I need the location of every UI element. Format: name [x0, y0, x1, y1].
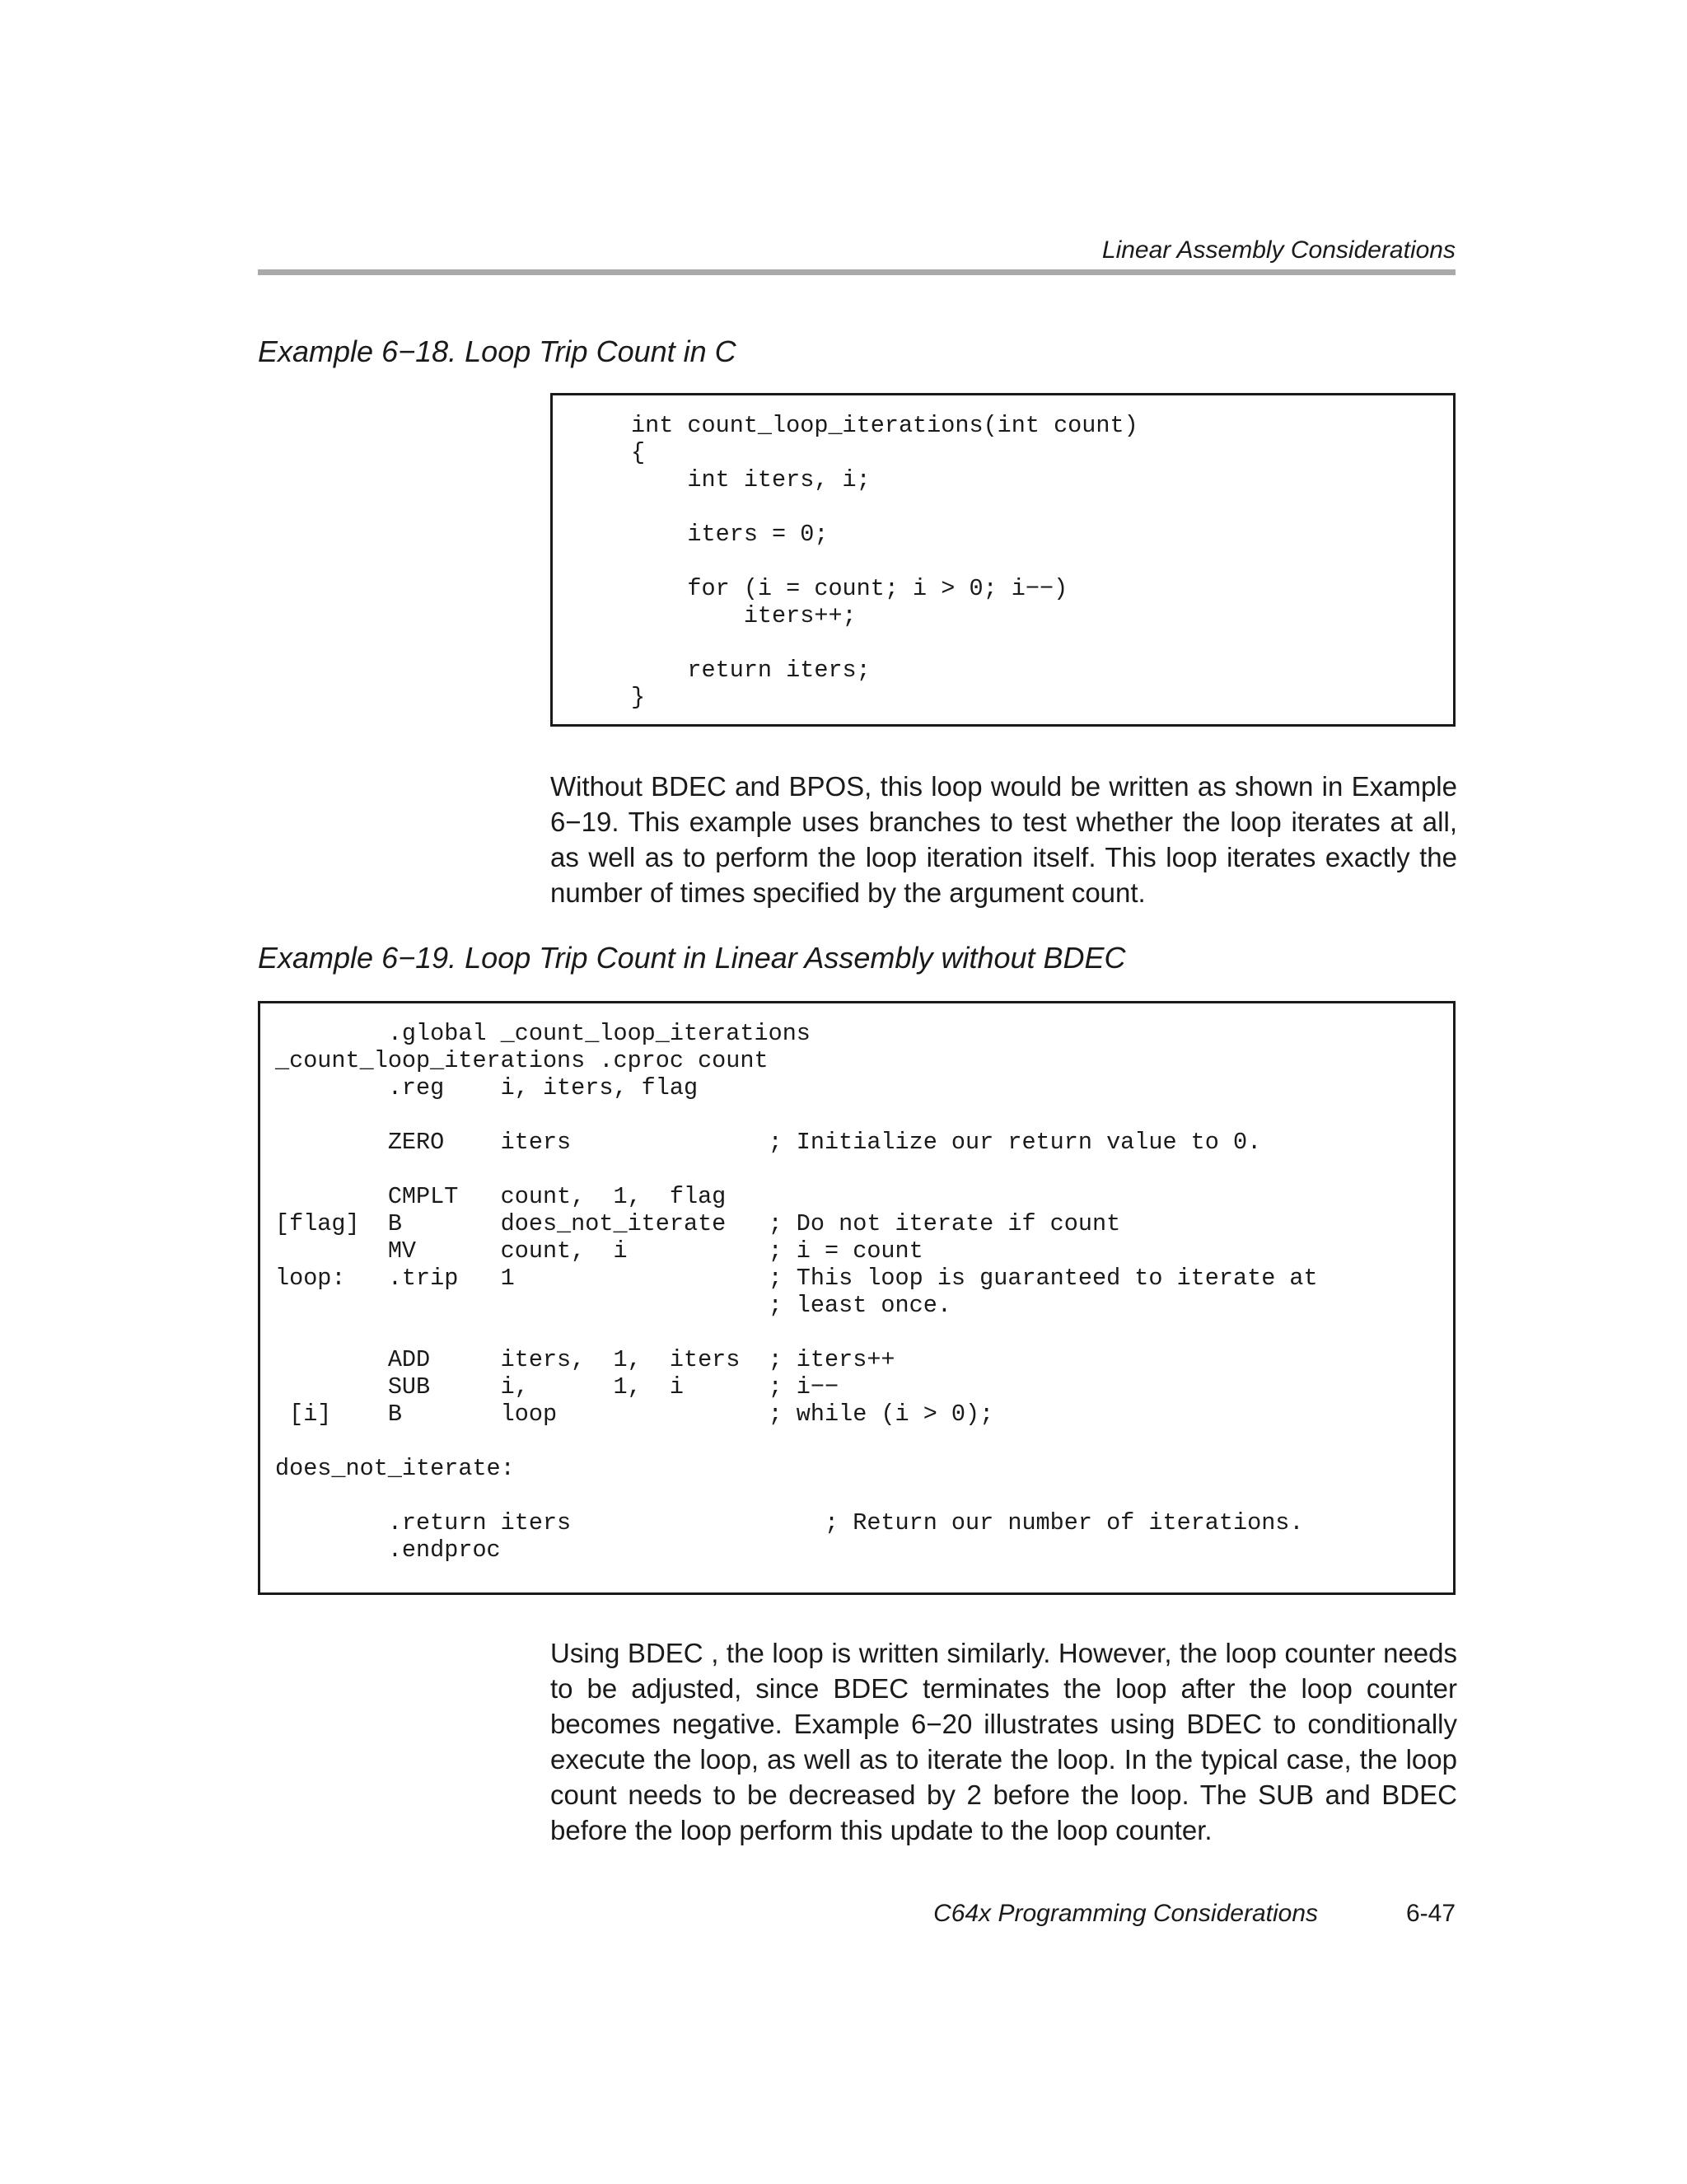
paragraph-without-bdec: Without BDEC and BPOS, this loop would be written as shown in Example 6−19. This example uses branches to test whether the loop iterates at all, as well as to perform the loop iteration itself. This loop iterates exactly the number of times specified by the argument count. — [550, 771, 1457, 908]
paragraph-using-bdec: Using BDEC , the loop is written similarly. However, the loop counter needs to be adjusted, since BDEC terminates the loop after the loop counter becomes negative. Example 6−20 illustrates using BDEC to conditionally execute the loop, as well as to iterate the loop. In the typical case, the loop count needs to be decreased by 2 before the loop. The SUB and BDEC before the loop perform this update to the loop counter. — [550, 1638, 1457, 1845]
example-6-19-code: .global _count_loop_iterations _count_loop_iterations .cproc count .reg i, iters, flag ZERO iters ; Initialize our return value to 0. CMPLT count, 1, flag [flag] B does_not_iterate ; Do not iterate if count MV count, i ; i = count loop: .trip 1 ; This loop is guaranteed to iterate at ; least once. ADD iters, 1, iters ; iters++ SUB i, 1, i ; i−− [i] B loop ; while (i > 0); does_not_iterate: .return iters ; Return our number of iterations. .endproc — [275, 1020, 1318, 1564]
header-rule — [258, 269, 1456, 275]
example-6-19-code-box — [258, 1001, 1456, 1595]
page-number: 6-47 — [1405, 1900, 1456, 1927]
example-6-18-code: int count_loop_iterations(int count) { int iters, i; iters = 0; for (i = count; i > 0; i−−) iters++; return iters; } — [631, 412, 1138, 711]
example-6-18-title: Example 6−18. Loop Trip Count in C — [258, 334, 736, 368]
footer-title: C64x Programming Considerations — [933, 1900, 1318, 1927]
example-6-18-code-box — [550, 393, 1456, 727]
example-6-19-title: Example 6−19. Loop Trip Count in Linear Assembly without BDEC — [258, 941, 1126, 975]
running-header: Linear Assembly Considerations — [1101, 236, 1456, 264]
